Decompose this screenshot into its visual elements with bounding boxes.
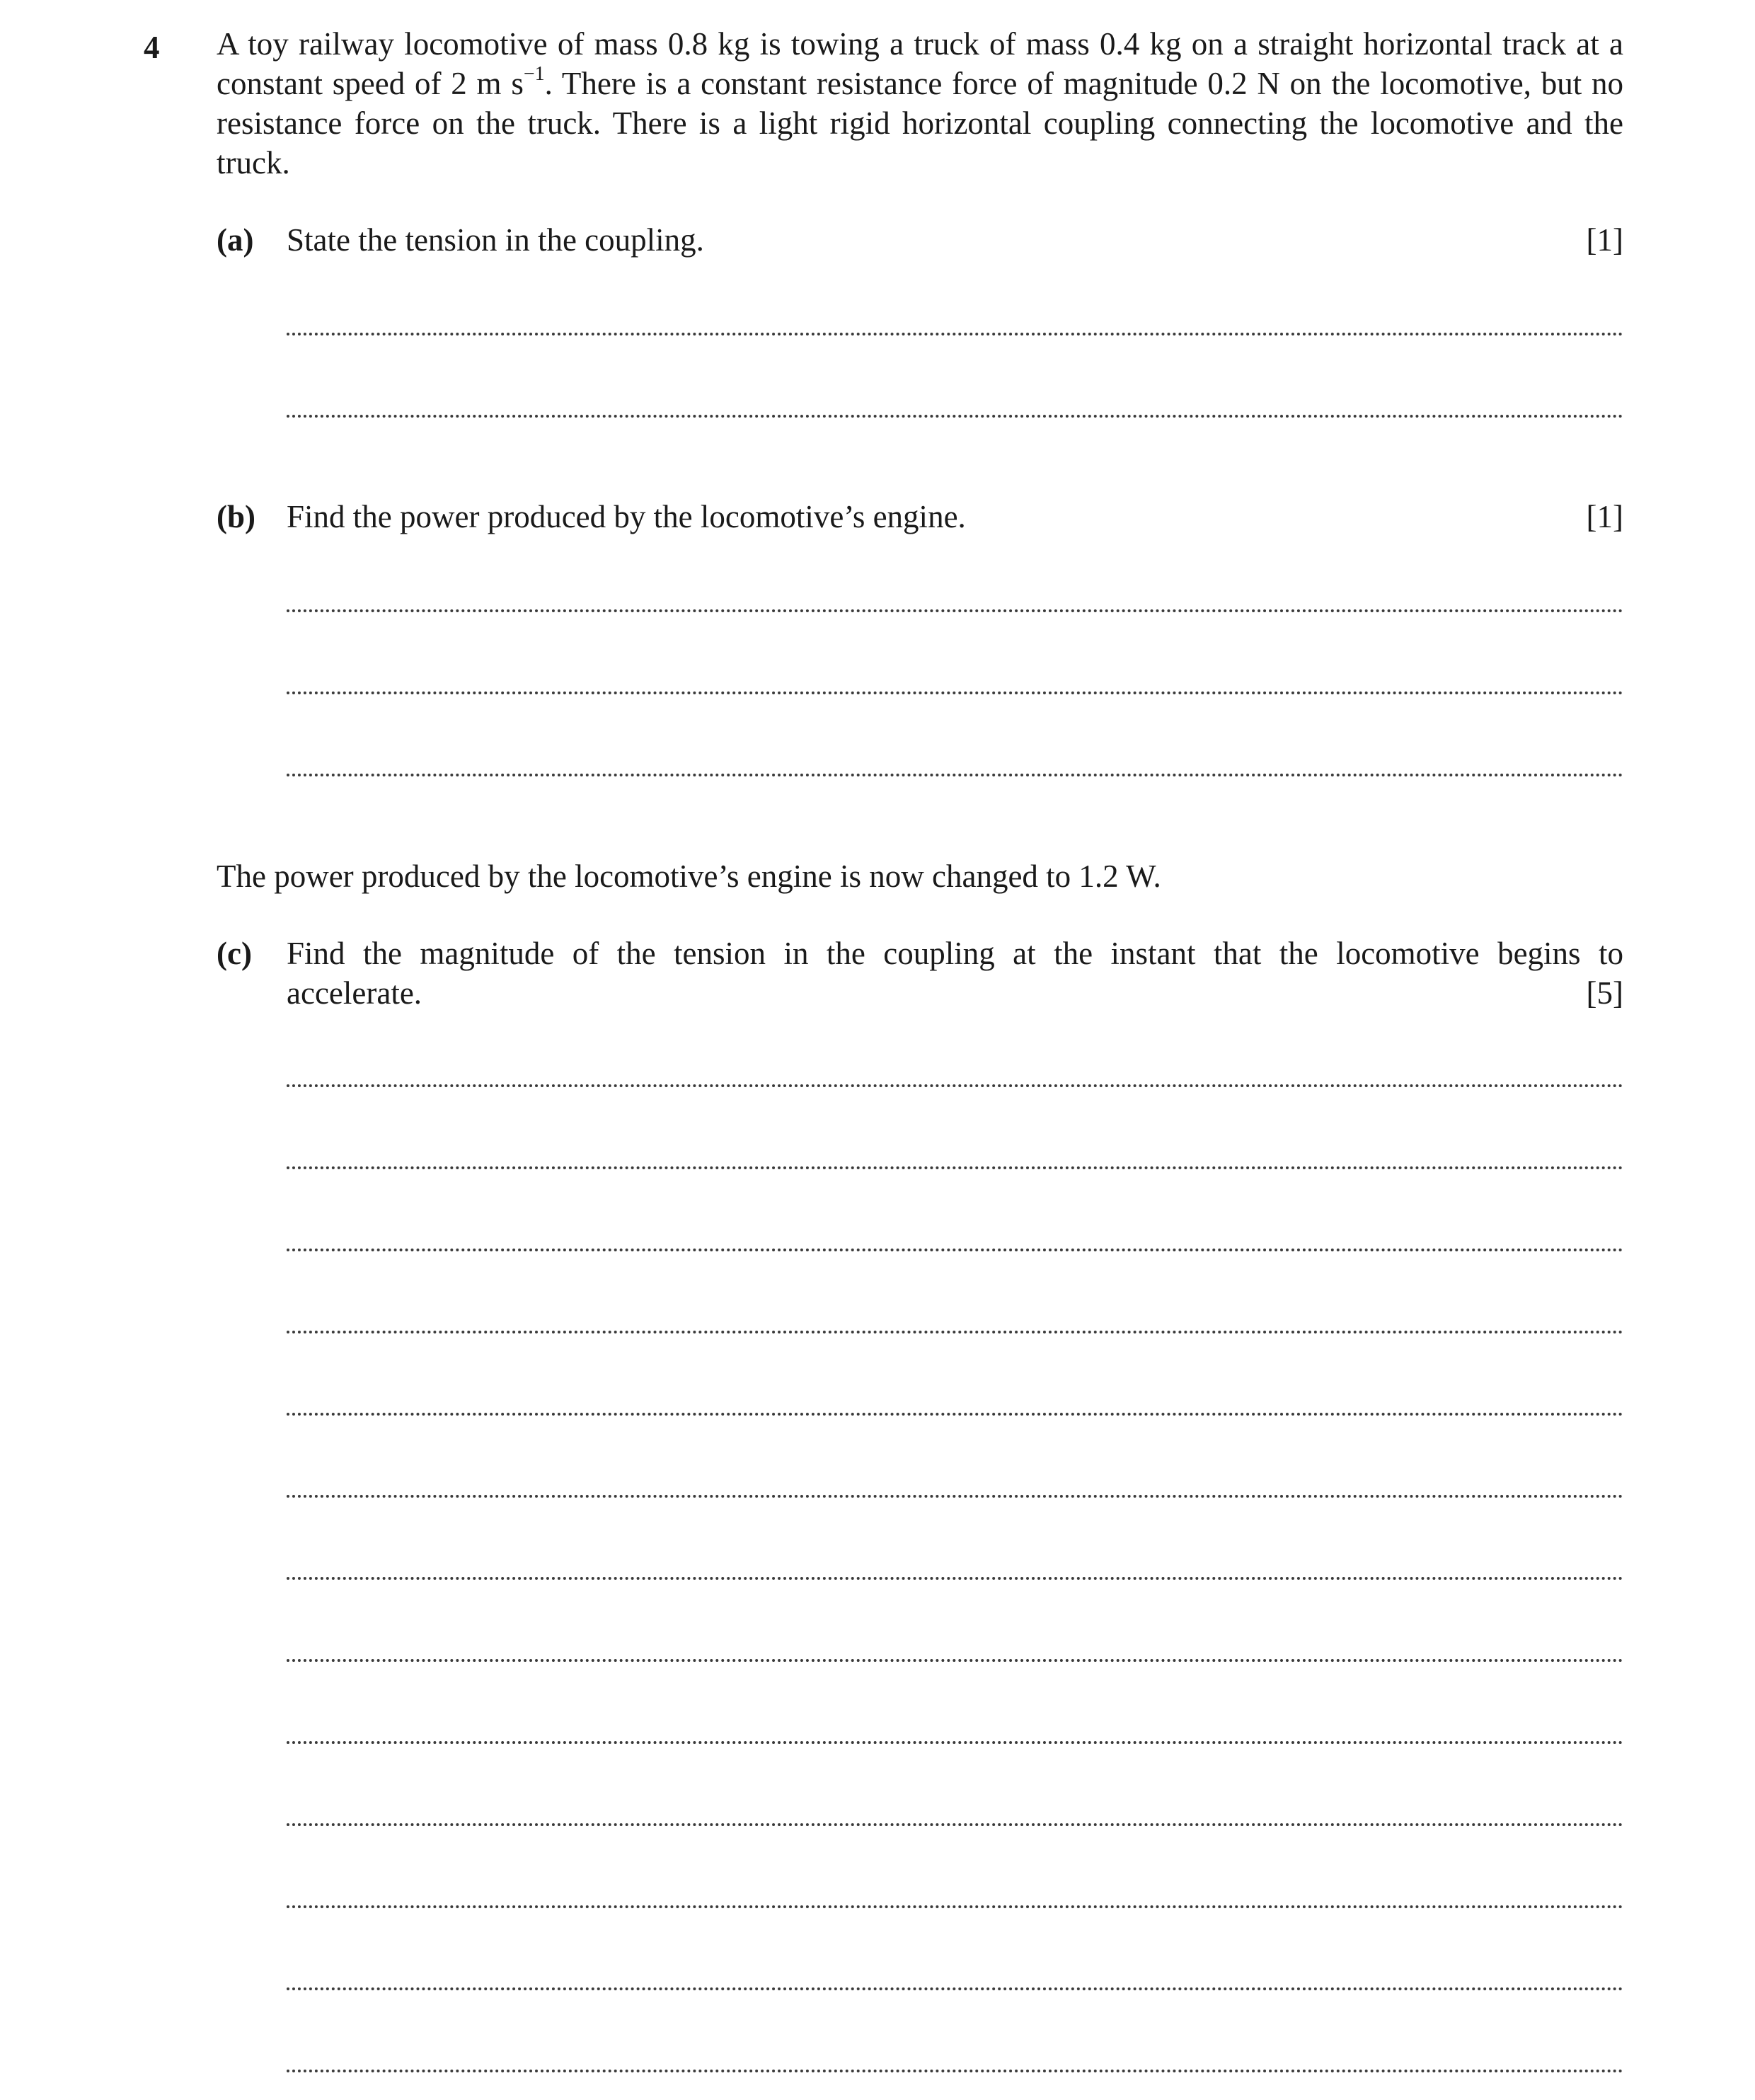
part-c [217, 934, 1623, 1013]
part-a-marks: [1] [1586, 222, 1623, 258]
stem-text-end: . There is a constant resistance force of magnitude 0.2 N on the locomotive, but no resistance force on the truck. There is a light rigid horizontal coupling connecting the locomotive and the truck. [217, 66, 1623, 180]
answer-line[interactable] [287, 2070, 1623, 2072]
part-a-label: (a) [217, 222, 254, 258]
answer-line[interactable] [287, 774, 1623, 776]
part-c-marks: [5] [1586, 975, 1623, 1011]
stem-superscript: −1 [523, 63, 545, 85]
question-number: 4 [144, 30, 160, 65]
part-c-label: (c) [217, 936, 252, 971]
answer-line[interactable] [287, 1249, 1623, 1251]
answer-line[interactable] [287, 333, 1623, 335]
part-b-text: Find the power produced by the locomotive’s engine. [287, 499, 966, 534]
part-a-text: State the tension in the coupling. [287, 222, 704, 258]
answer-line[interactable] [287, 1659, 1623, 1662]
answer-line[interactable] [287, 1905, 1623, 1908]
answer-line[interactable] [287, 609, 1623, 612]
answer-line[interactable] [287, 1166, 1623, 1169]
intermediate-statement: The power produced by the locomotive’s engine is now changed to 1.2 W. [217, 859, 1161, 894]
stem-text-start: A toy railway locomotive of mass 0.8 kg is towing a truck of mass 0.4 kg on a straight horizontal track at a constant speed of 2 m s [217, 26, 1623, 101]
answer-line[interactable] [287, 1987, 1623, 1990]
answer-line[interactable] [287, 1823, 1623, 1826]
answer-line[interactable] [287, 1741, 1623, 1744]
answer-line[interactable] [287, 1495, 1623, 1498]
part-b [217, 497, 1623, 537]
question-stem [217, 24, 1623, 183]
part-a [217, 220, 1623, 260]
part-b-label: (b) [217, 499, 255, 534]
answer-line[interactable] [287, 692, 1623, 694]
answer-line[interactable] [287, 415, 1623, 418]
part-c-text-line2: accelerate. [287, 975, 422, 1011]
answer-line[interactable] [287, 1331, 1623, 1333]
answer-line[interactable] [287, 1413, 1623, 1416]
answer-line[interactable] [287, 1577, 1623, 1580]
part-b-marks: [1] [1586, 499, 1623, 534]
answer-line[interactable] [287, 1084, 1623, 1087]
part-c-text-line1: Find the magnitude of the tension in the coupling at the instant that the locomotive begins to [287, 936, 1623, 971]
